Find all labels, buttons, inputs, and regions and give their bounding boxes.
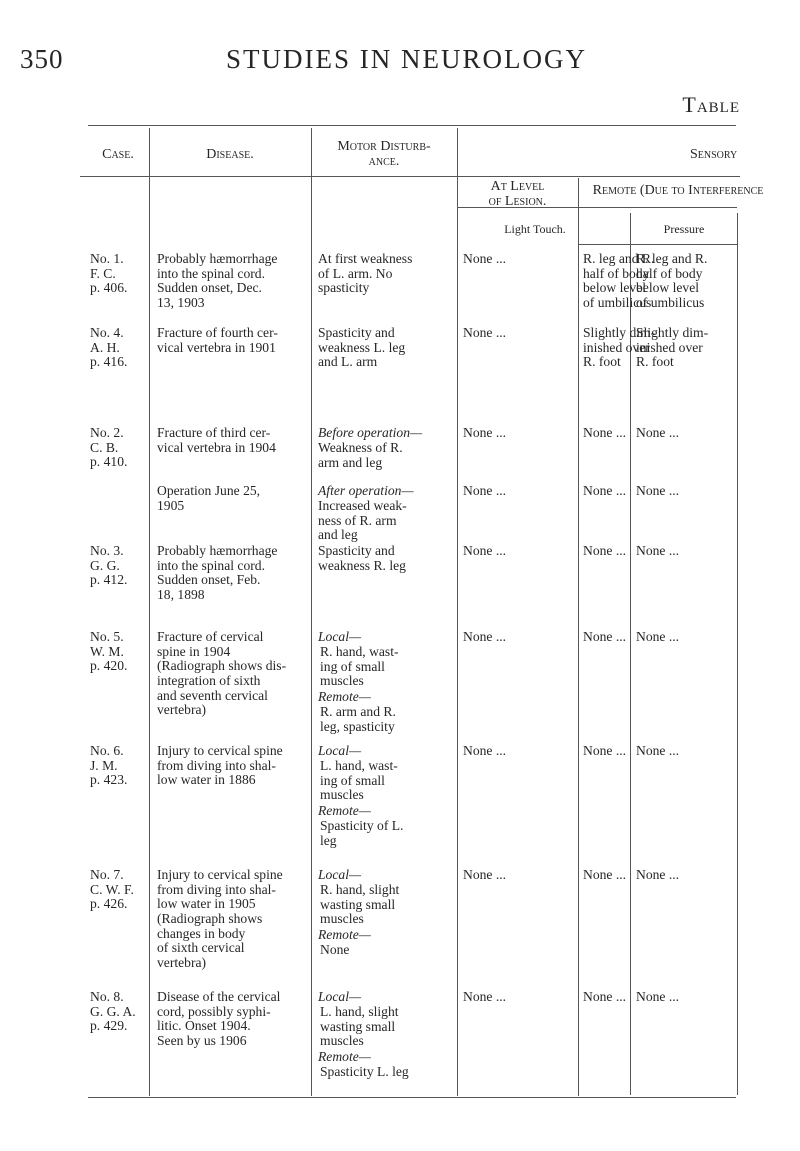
cell-disease: Fracture of third cer- vical vertebra in 1904 xyxy=(157,425,276,455)
cell-pressure: None ... xyxy=(636,425,680,440)
header-bottom-rule xyxy=(80,176,740,177)
cell-case: No. 2. C. B. p. 410. xyxy=(90,425,128,470)
cell-pressure: None ... xyxy=(636,989,680,1004)
cell-at-level: None ... xyxy=(463,743,507,758)
cell-light-touch: R. leg and R. half of body below level of umbilicus xyxy=(583,251,655,311)
header-remote: Remote (Due to Interference xyxy=(592,183,764,198)
header-pressure: Pressure xyxy=(663,222,705,236)
cell-pressure: R. leg and R. half of body below level of umbilicus xyxy=(636,251,708,311)
header-motor: Motor Disturb- ance. xyxy=(337,139,431,169)
cell-motor-remote: R. arm and R. leg, spasticity xyxy=(320,704,396,734)
header-disease: Disease. xyxy=(206,147,254,162)
cell-disease: Injury to cervical spine from diving into shal- low water in 1886 xyxy=(157,743,283,788)
cell-motor-remote: Spasticity L. leg xyxy=(320,1064,409,1079)
cell-motor-remote: None xyxy=(320,942,350,957)
cell-motor: Spasticity and weakness L. leg and L. arm xyxy=(318,325,406,370)
cell-light-touch: None ... xyxy=(583,543,627,558)
cell-case: No. 8. G. G. A. p. 429. xyxy=(90,989,136,1034)
cell-motor-local: L. hand, slight wasting small muscles xyxy=(320,1004,399,1049)
cell-case: No. 7. C. W. F. p. 426. xyxy=(90,867,134,912)
cell-motor: Increased weak- ness of R. arm and leg xyxy=(318,498,407,543)
cell-case: No. 4. A. H. p. 416. xyxy=(90,325,128,370)
cell-pressure: None ... xyxy=(636,743,680,758)
cell-disease: Probably hæmorrhage into the spinal cord. Sudden onset, Feb. 18, 1898 xyxy=(157,543,278,603)
cell-motor-remote: Spasticity of L. leg xyxy=(320,818,404,848)
cell-motor-local-label: Local— xyxy=(318,629,362,644)
cell-disease: Injury to cervical spine from diving into shal- low water in 1905 (Radiograph shows changes in body of sixth cervical vertebra) xyxy=(157,867,283,971)
divider-case-disease xyxy=(149,128,150,1096)
cell-motor-remote-label: Remote— xyxy=(318,803,371,818)
cell-pressure: None ... xyxy=(636,867,680,882)
cell-motor-local-label: Local— xyxy=(318,743,362,758)
divider-disease-motor xyxy=(311,128,312,1096)
cell-motor-local: L. hand, wast- ing of small muscles xyxy=(320,758,398,803)
cell-light-touch: None ... xyxy=(583,425,627,440)
cell-motor-local-label: Local— xyxy=(318,867,362,882)
cell-light-touch: None ... xyxy=(583,867,627,882)
cell-motor-local: R. hand, slight wasting small muscles xyxy=(320,882,400,927)
cell-motor: At first weakness of L. arm. No spasticity xyxy=(318,251,413,296)
cell-at-level: None ... xyxy=(463,251,507,266)
cell-disease: Probably hæmorrhage into the spinal cord. Sudden onset, Dec. 13, 1903 xyxy=(157,251,278,311)
cell-case: No. 1. F. C. p. 406. xyxy=(90,251,128,296)
divider-right-edge xyxy=(737,213,738,1095)
cell-disease: Operation June 25, 1905 xyxy=(157,483,261,513)
cell-motor-label: After operation— xyxy=(318,483,414,498)
header-sensory: Sensory xyxy=(690,147,738,162)
cell-at-level: None ... xyxy=(463,425,507,440)
cell-case: No. 3. G. G. p. 412. xyxy=(90,543,128,588)
page-number: 350 xyxy=(20,44,64,74)
header-case: Case. xyxy=(102,147,134,162)
cell-motor-remote-label: Remote— xyxy=(318,689,371,704)
cell-case: No. 5. W. M. p. 420. xyxy=(90,629,128,674)
cell-motor-remote-label: Remote— xyxy=(318,927,371,942)
cell-at-level: None ... xyxy=(463,867,507,882)
cell-pressure: Slightly dim- inished over R. foot xyxy=(636,325,709,370)
cell-pressure: None ... xyxy=(636,543,680,558)
table-label: Table xyxy=(682,92,740,117)
header-light-touch: Light Touch. xyxy=(504,222,566,236)
column-header-rule xyxy=(578,244,737,245)
cell-light-touch: None ... xyxy=(583,483,627,498)
cell-disease: Fracture of cervical spine in 1904 (Radiograph shows dis- integration of sixth and seventh cervical vertebra) xyxy=(157,629,287,718)
cell-motor-label: Before operation— xyxy=(318,425,423,440)
cell-motor-local-label: Local— xyxy=(318,989,362,1004)
header-at-level: At Level of Lesion. xyxy=(488,179,547,209)
cell-case: No. 6. J. M. p. 423. xyxy=(90,743,128,788)
divider-motor-level xyxy=(457,128,458,1096)
cell-at-level: None ... xyxy=(463,543,507,558)
cell-light-touch: None ... xyxy=(583,629,627,644)
cell-light-touch: None ... xyxy=(583,989,627,1004)
divider-level-remote xyxy=(578,178,579,1096)
cell-at-level: None ... xyxy=(463,629,507,644)
cell-at-level: None ... xyxy=(463,483,507,498)
cell-pressure: None ... xyxy=(636,483,680,498)
cell-motor: Weakness of R. arm and leg xyxy=(318,440,403,470)
cell-light-touch: Slightly dim- inished over R. foot xyxy=(583,325,656,370)
cell-at-level: None ... xyxy=(463,325,507,340)
cell-disease: Disease of the cervical cord, possibly syphi- litic. Onset 1904. Seen by us 1906 xyxy=(157,989,281,1049)
cell-light-touch: None ... xyxy=(583,743,627,758)
running-head: STUDIES IN NEUROLOGY xyxy=(226,44,587,74)
cell-motor: Spasticity and weakness R. leg xyxy=(318,543,406,573)
cell-motor-local: R. hand, wast- ing of small muscles xyxy=(320,644,399,689)
cell-disease: Fracture of fourth cer- vical vertebra in 1901 xyxy=(157,325,278,355)
cell-pressure: None ... xyxy=(636,629,680,644)
table-bottom-rule xyxy=(88,1097,736,1098)
cell-at-level: None ... xyxy=(463,989,507,1004)
table-top-rule xyxy=(88,125,736,126)
cell-motor-remote-label: Remote— xyxy=(318,1049,371,1064)
